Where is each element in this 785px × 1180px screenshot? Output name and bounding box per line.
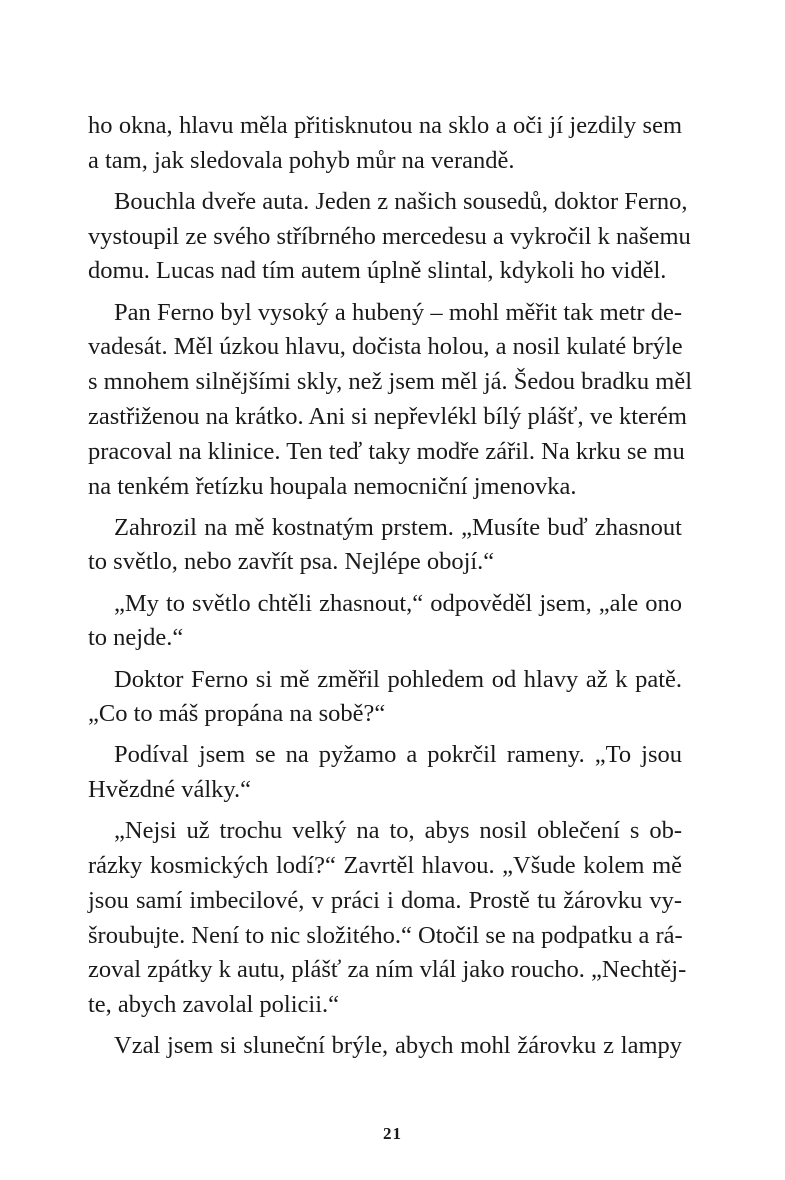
text-line: na tenkém řetízku houpala nemocniční jmenovka. — [88, 473, 577, 500]
text-line: Pan Ferno byl vysoký a hubený – mohl měřit tak metr de- — [114, 299, 682, 326]
text-line: pracoval na klinice. Ten teď taky modře zářil. Na krku se mu — [88, 438, 685, 465]
text-line: jsou samí imbecilové, v práci i doma. Prostě tu žárovku vy- — [88, 887, 682, 914]
text-line: zastřiženou na krátko. Ani si nepřevlékl bílý plášť, ve kterém — [88, 403, 687, 430]
text-line: s mnohem silnějšími skly, než jsem měl já. Šedou bradku měl — [88, 368, 693, 395]
text-line: šroubujte. Není to nic složitého.“ Otočil se na podpatku a rá- — [88, 922, 683, 949]
text-line: vystoupil ze svého stříbrného mercedesu a vykročil k našemu — [88, 223, 691, 250]
text-line: to nejde.“ — [88, 624, 184, 651]
text-line: te, abych zavolal policii.“ — [88, 991, 340, 1018]
text-line: „Co to máš propána na sobě?“ — [88, 700, 386, 727]
text-line: Zahrozil na mě kostnatým prstem. „Musíte buď zhasnout — [114, 514, 682, 541]
text-line: domu. Lucas nad tím autem úplně slintal, kdykoli ho viděl. — [88, 257, 667, 284]
text-line: a tam, jak sledovala pohyb můr na verandě. — [88, 147, 515, 174]
text-line: „Nejsi už trochu velký na to, abys nosil oblečení s ob- — [114, 817, 682, 844]
text-line: Doktor Ferno si mě změřil pohledem od hlavy až k patě. — [114, 666, 682, 693]
text-line: Hvězdné války.“ — [88, 776, 252, 803]
text-line: Vzal jsem si sluneční brýle, abych mohl žárovku z lampy — [114, 1032, 682, 1059]
text-line: zoval zpátky k autu, plášť za ním vlál jako roucho. „Nechtěj- — [88, 956, 687, 983]
text-line: to světlo, nebo zavřít psa. Nejlépe obojí.“ — [88, 548, 495, 575]
text-line: „My to světlo chtěli zhasnout,“ odpověděl jsem, „ale ono — [114, 590, 682, 617]
text-line: rázky kosmických lodí?“ Zavrtěl hlavou. „Všude kolem mě — [88, 852, 682, 879]
text-line: Podíval jsem se na pyžamo a pokrčil rameny. „To jsou — [114, 741, 682, 768]
text-line: Bouchla dveře auta. Jeden z našich sousedů, doktor Ferno, — [114, 188, 688, 215]
text-line: vadesát. Měl úzkou hlavu, dočista holou, a nosil kulaté brýle — [88, 333, 683, 360]
text-line: ho okna, hlavu měla přitisknutou na sklo a oči jí jezdily sem — [88, 112, 682, 139]
page-number: 21 — [383, 1124, 402, 1143]
